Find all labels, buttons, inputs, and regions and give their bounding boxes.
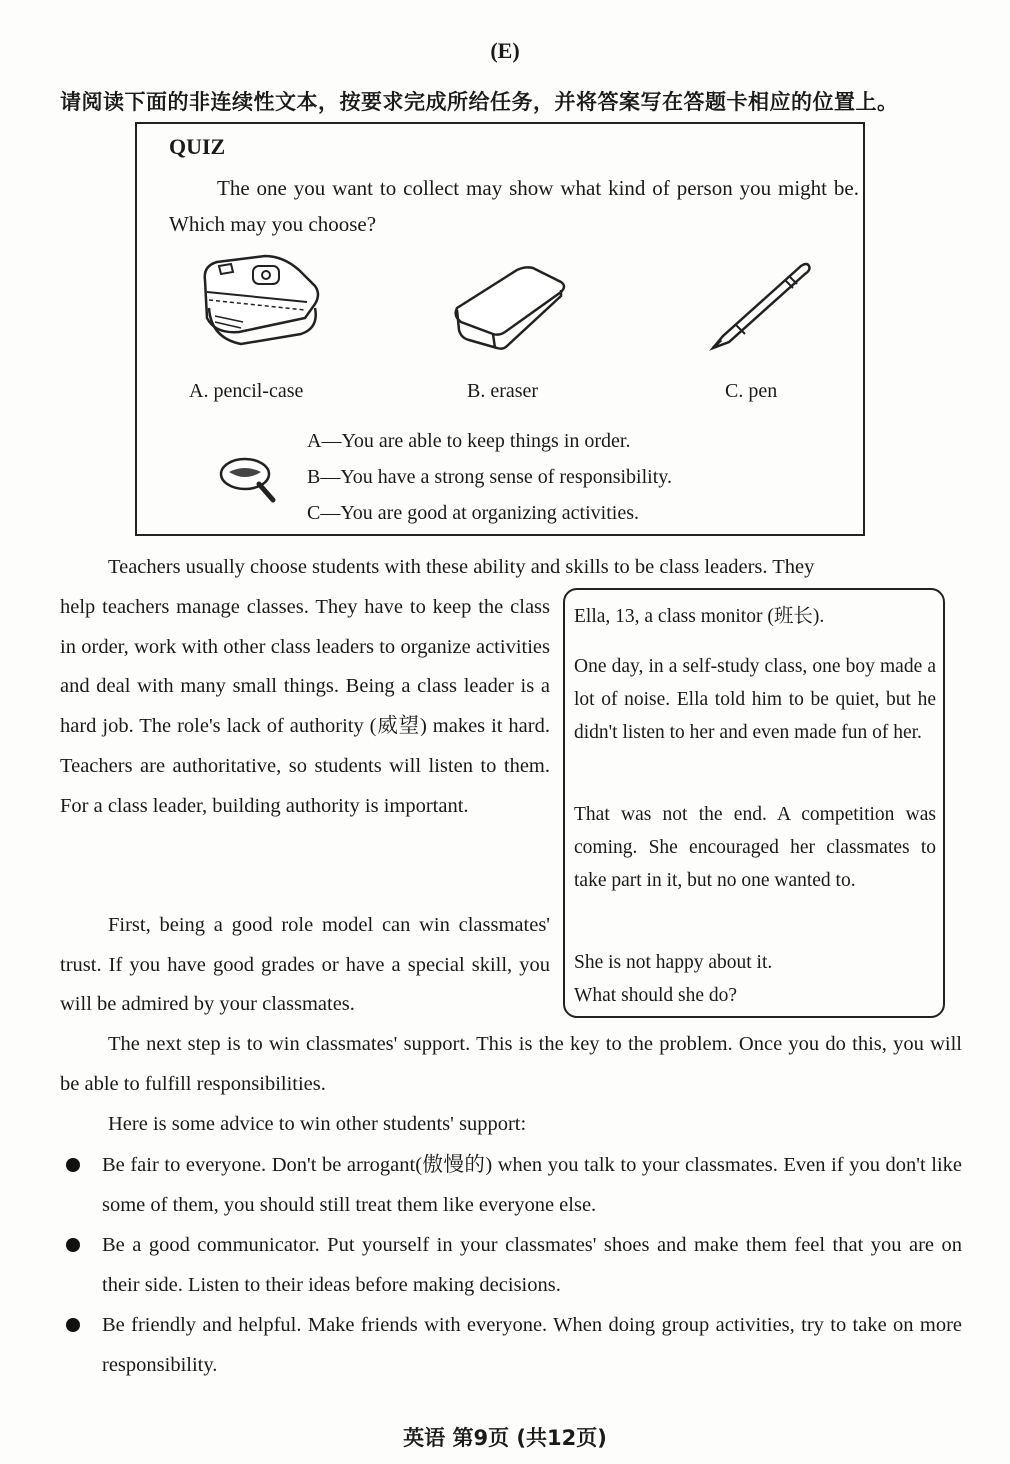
advice-bullet-2: Be a good communicator. Put yourself in your classmates' shoes and make them feel that you are on their side. Listen to their ideas before making decisions.	[102, 1234, 962, 1296]
pen-icon	[705, 260, 815, 352]
advice-bullet-1: Be fair to everyone. Don't be arrogant(傲慢的) when you talk to your classmates. Even if you don't like some of them, you should still treat them like everyone else.	[102, 1154, 962, 1216]
option-a-label: A. pencil-case	[189, 380, 304, 402]
page-footer: 英语 第9页 (共12页)	[403, 1426, 607, 1450]
bullet-dot	[66, 1318, 80, 1332]
story-heading: Ella, 13, a class monitor (班长).	[574, 606, 825, 627]
quiz-box	[135, 122, 865, 536]
advice-bullet-3: Be friendly and helpful. Make friends with everyone. When doing group activities, try to take on more responsibility.	[102, 1314, 962, 1376]
magnifier-icon	[217, 454, 281, 504]
left-paragraph-1: help teachers manage classes. They have to keep the class in order, work with other class leaders to organize activities and deal with many small things. Being a class leader is a hard job. The role's lack of authority (威望) makes it hard. Teachers are authoritative, so students will listen to them. For a class leader, building authority is important.	[60, 596, 550, 817]
quiz-question: The one you want to collect may show what kind of person you might be. Which may you choose?	[169, 176, 859, 236]
advice-intro: Here is some advice to win other students' support:	[108, 1113, 527, 1135]
section-label: (E)	[490, 38, 520, 63]
answer-a: A—You are able to keep things in order.	[307, 430, 631, 452]
intro-line: Teachers usually choose students with these ability and skills to be class leaders. They	[108, 556, 815, 578]
pencil-case-icon	[195, 252, 327, 352]
story-paragraph-3a: She is not happy about it.	[574, 952, 773, 973]
story-box	[563, 588, 945, 1018]
eraser-icon	[449, 260, 569, 352]
next-step-paragraph: The next step is to win classmates' support. This is the key to the problem. Once you do this, you will be able to fulfill responsibilities.	[60, 1033, 962, 1095]
option-c-label: C. pen	[725, 380, 778, 402]
answer-c: C—You are good at organizing activities.	[307, 502, 639, 524]
instruction: 请阅读下面的非连续性文本，按要求完成所给任务，并将答案写在答题卡相应的位置上。	[60, 90, 899, 114]
answer-b: B—You have a strong sense of responsibility.	[307, 466, 672, 488]
option-b-label: B. eraser	[467, 380, 539, 402]
story-paragraph-1: One day, in a self-study class, one boy made a lot of noise. Ella told him to be quiet, but he didn't listen to her and even made fun of her.	[574, 656, 936, 743]
bullet-dot	[66, 1158, 80, 1172]
story-paragraph-2: That was not the end. A competition was coming. She encouraged her classmates to take part in it, but no one wanted to.	[574, 804, 936, 891]
left-paragraph-2: First, being a good role model can win classmates' trust. If you have good grades or have a special skill, you will be admired by your classmates.	[60, 914, 550, 1016]
story-paragraph-3b: What should she do?	[574, 985, 738, 1006]
quiz-title: QUIZ	[169, 134, 226, 159]
bullet-dot	[66, 1238, 80, 1252]
